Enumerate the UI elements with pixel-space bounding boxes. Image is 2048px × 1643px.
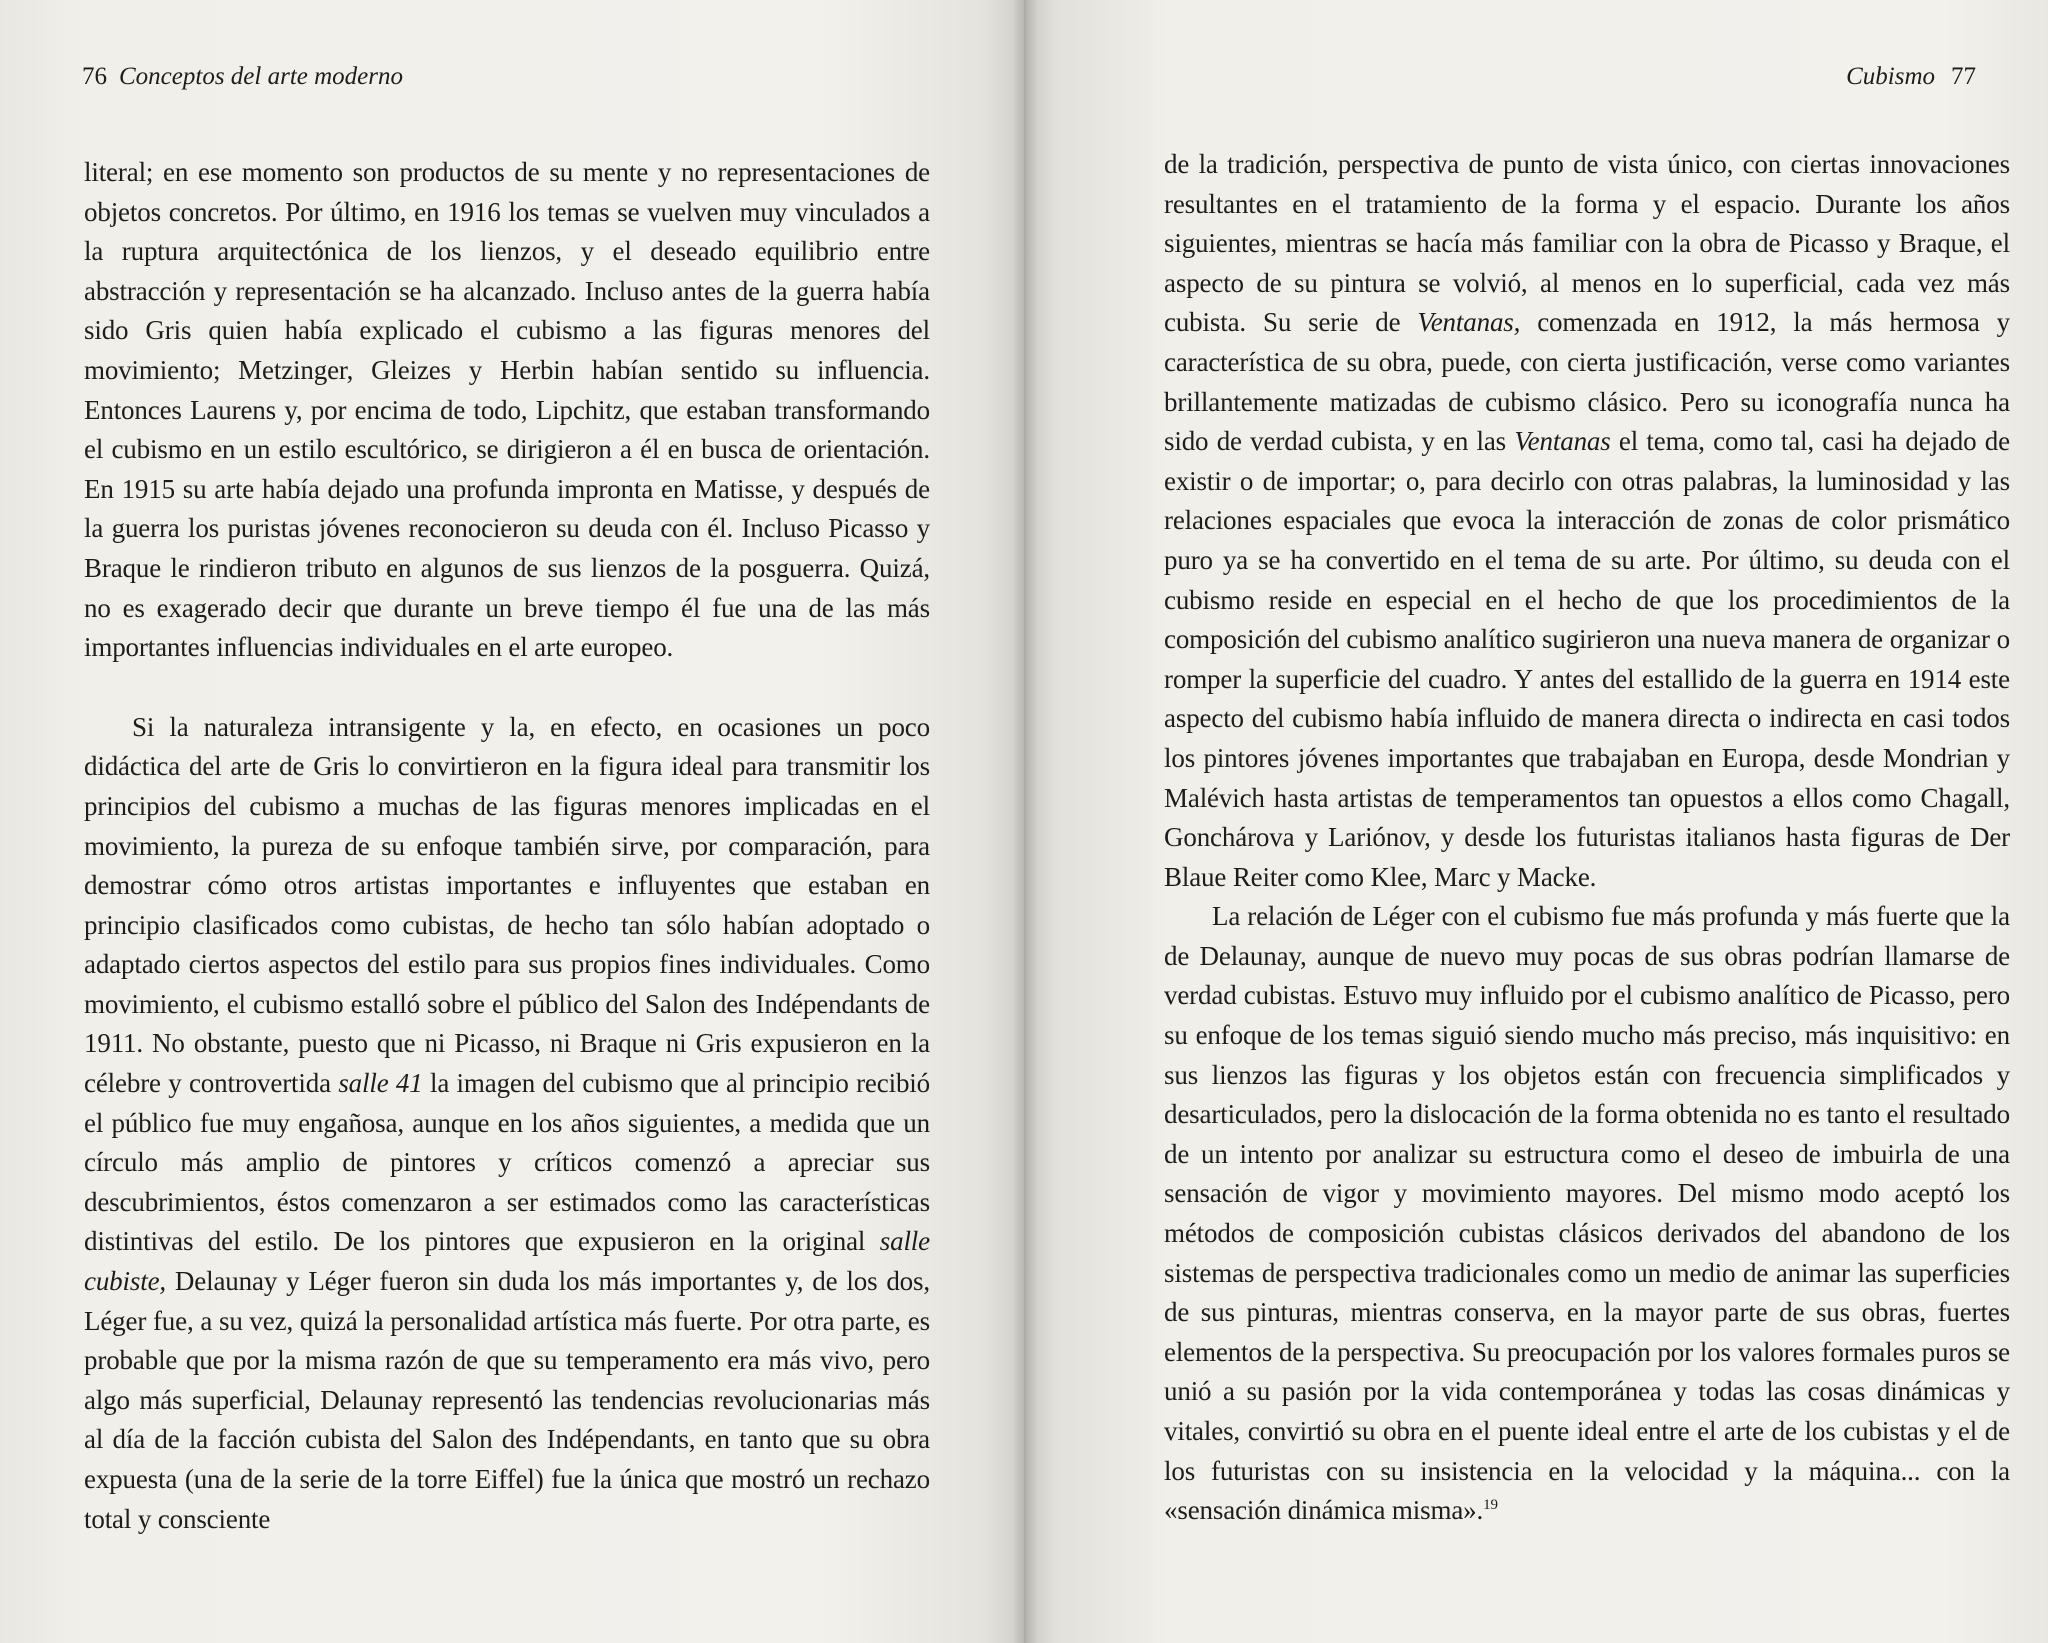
text-segment: Delaunay y Léger fueron sin duda los más importantes y, de los dos, Léger fue, a su vez, quizá la personalidad artística más fuerte. Por otra parte, es probable que por la misma razón de que su temperamento era más vivo, pero algo más superficial, Delaunay representó las tendencias revolucionarias más al día de la facción cubista del Salon des Indépendants, en tanto que su obra expuesta (una de la serie de la torre Eiffel) fue la única que mostró un rechazo total y consciente xyxy=(84,1266,930,1534)
right-body-text xyxy=(1164,145,2010,1531)
right-paragraph-1 xyxy=(1164,145,2010,897)
right-running-head xyxy=(1846,62,1976,92)
text-segment: Si la naturaleza intransigente y la, en efecto, en ocasiones un poco didáctica del arte de Gris lo convirtieron en la figura ideal para transmitir los principios del cubismo a muchas de las figuras menores implicadas en el movimiento, la pureza de su enfoque también sirve, por comparación, para demostrar cómo otros artistas importantes e influyentes que estaban en principio clasificados como cubistas, de hecho tan sólo habían adoptado o adaptado ciertos aspectos del estilo para sus propios fines individuales. Como movimiento, el cubismo estalló sobre el público del Salon des Indépendants de 1911. No obstante, puesto que ni Picasso, ni Braque ni Gris expusieron en la célebre y controvertida xyxy=(84,711,930,1099)
left-running-title: Conceptos del arte moderno xyxy=(119,63,403,90)
text-segment: comenzada en 1912, la más hermosa y característica de su obra, puede, con cierta justificación, verse como variantes brillantemente matizadas de cubismo clásico. Pero su iconografía nunca ha sido de verdad cubista, y en las xyxy=(1164,307,2011,457)
text-segment: de la tradición, perspectiva de punto de vista único, con ciertas innovaciones resultantes en el tratamiento de la forma y el espacio. Durante los años siguientes, mientras se hacía más familiar con la obra de Picasso y Braque, el aspecto de su pintura se volvió, al menos en lo superficial, cada vez más cubista. Su serie de xyxy=(1164,149,2010,338)
right-running-title: Cubismo xyxy=(1846,63,1935,90)
text-segment: el tema, como tal, casi ha dejado de existir o de importar; o, para decirlo con otras palabras, la luminosidad y las relaciones espaciales que evoca la interacción de zonas de color prismático puro ya se ha convertido en el tema de su arte. Por último, su deuda con el cubismo reside en especial en el hecho de que los procedimientos de la composición del cubismo analítico sugirieron una nueva manera de organizar o romper la superficie del cuadro. Y antes del estallido de la guerra en 1914 este aspecto del cubismo había influido de manera directa o indirecta en casi todos los pintores jóvenes importantes que trabajaban en Europa, desde Mondrian y Malévich hasta artistas de temperamentos tan opuestos a ellos como Chagall, Gonchárova y Lariónov, y desde los futuristas italianos hasta figuras de Der Blaue Reiter como Klee, Marc y Macke. xyxy=(1164,426,2010,892)
left-running-head xyxy=(82,62,403,92)
footnote-marker: 19 xyxy=(1483,1497,1498,1514)
text-segment: la imagen del cubismo que al principio recibió el público fue muy engañosa, aunque en los años siguientes, a medida que un círculo más amplio de pintores y críticos comenzó a apreciar sus descubrimientos, éstos comenzaron a ser estimados como las características distintivas del estilo. De los pintores que expusieron en la original xyxy=(84,1068,931,1257)
right-paragraph-2 xyxy=(1164,897,2010,1531)
text-segment: La relación de Léger con el cubismo fue más profunda y más fuerte que la de Delaunay, aunque de nuevo muy pocas de sus obras podrían llamarse de verdad cubistas. Estuvo muy influido por el cubismo analítico de Picasso, pero su enfoque de los temas siguió siendo mucho más preciso, más inquisitivo: en sus lienzos las figuras y los objetos están con frecuencia simplificados y desarticulados, pero la dislocación de la forma obtenida no es tanto el resultado de un intento por analizar su estructura como el deseo de imbuirla de una sensación de vigor y movimiento mayores. Del mismo modo aceptó los métodos de composición cubistas clásicos derivados del abandono de los sistemas de perspectiva tradicionales como un medio de animar las superficies de sus pinturas, mientras conserva, en la mayor parte de sus obras, fuertes elementos de la perspectiva. Su preocupación por los valores formales puros se unió a su pasión por la vida contemporánea y todas las cosas dinámicas y vitales, convirtió su obra en el puente ideal entre el arte de los cubistas y el de los futuristas con su insistencia en la velocidad y la máquina... con la «sensación dinámica misma». xyxy=(1164,901,2010,1526)
italic-segment: salle 41 xyxy=(338,1068,423,1099)
right-page xyxy=(1024,0,2048,1643)
italic-segment: salle cubiste, xyxy=(84,1226,930,1297)
left-page-number: 76 xyxy=(82,63,107,90)
italic-segment: Ventanas xyxy=(1514,426,1611,457)
left-body-text xyxy=(84,153,930,1539)
left-paragraph-1 xyxy=(84,153,930,668)
right-page-number: 77 xyxy=(1951,63,1976,90)
left-paragraph-2 xyxy=(84,708,930,1539)
text-segment: literal; en ese momento son productos de su mente y no representaciones de objetos concretos. Por último, en 1916 los temas se vuelven muy vinculados a la ruptura arquitectónica de los lienzos, y el deseado equilibrio entre abstracción y representación se ha alcanzado. Incluso antes de la guerra había sido Gris quien había explicado el cubismo a las figuras menores del movimiento; Metzinger, Gleizes y Herbin habían sentido su influencia. Entonces Laurens y, por encima de todo, Lipchitz, que estaban transformando el cubismo en un estilo escultórico, se dirigieron a él en busca de orientación. En 1915 su arte había dejado una profunda impronta en Matisse, y después de la guerra los puristas jóvenes reconocieron su deuda con él. Incluso Picasso y Braque le rindieron tributo en algunos de sus lienzos de la posguerra. Quizá, no es exagerado decir que durante un breve tiempo él fue una de las más importantes influencias individuales en el arte europeo. xyxy=(84,157,930,663)
italic-segment: Ventanas, xyxy=(1417,307,1521,338)
